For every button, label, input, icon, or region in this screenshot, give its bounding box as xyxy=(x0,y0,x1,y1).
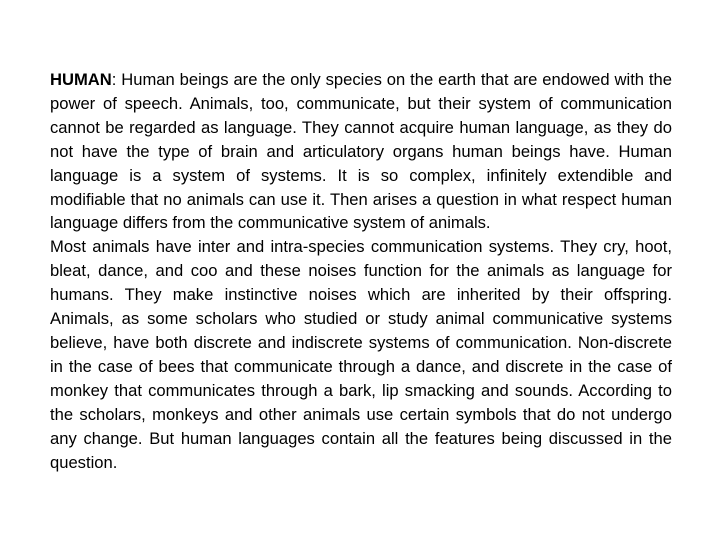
paragraph-human-text: : Human beings are the only species on the earth that are endowed with the power of speech. Animals, too, communicate, but their system of communication cannot be regarded as language. They cannot acquire human language, as they do not have the type of brain and articulatory organs human beings have. Human language is a system of systems. It is so complex, infinitely extendible and modifiable that no animals can use it. Then arises a question in what respect human language differs from the communicative system of animals. xyxy=(50,70,672,233)
term-human: HUMAN xyxy=(50,70,112,89)
paragraph-human xyxy=(50,68,672,235)
paragraph-animals: Most animals have inter and intra-species communication systems. They cry, hoot, bleat, dance, and coo and these noises function for the animals as language for humans. They make instinctive noises which are inherited by their offspring. Animals, as some scholars who studied or study animal communicative systems believe, have both discrete and indiscrete systems of communication. Non-discrete in the case of bees that communicate through a dance, and discrete in the case of monkey that communicates through a bark, lip smacking and sounds. According to the scholars, monkeys and other animals use certain symbols that do not undergo any change. But human languages contain all the features being discussed in the question. xyxy=(50,237,672,472)
text-body xyxy=(50,68,672,474)
